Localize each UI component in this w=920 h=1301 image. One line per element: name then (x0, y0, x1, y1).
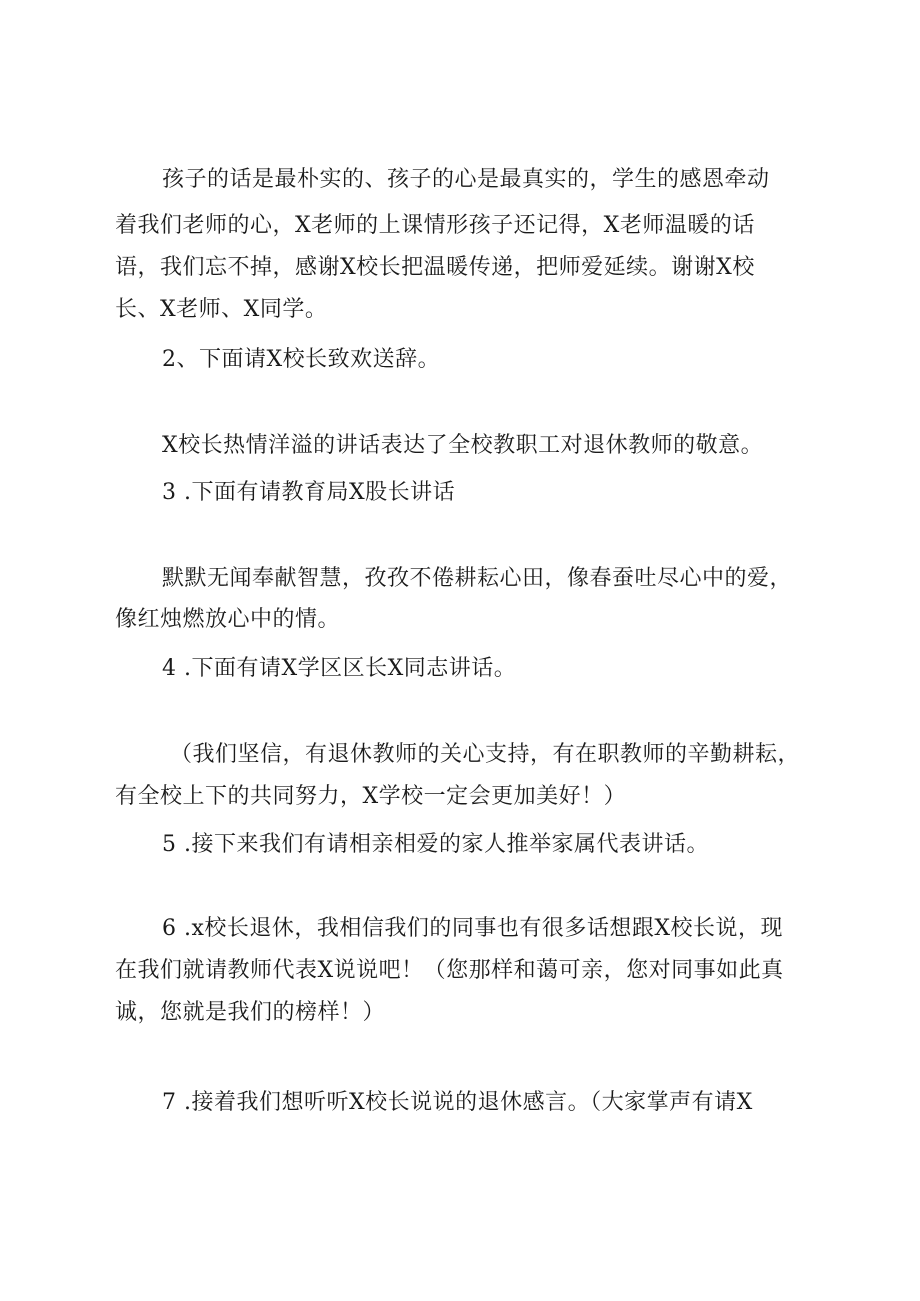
paragraph-1-line-2: 着我们老师的心，X老师的上课情形孩子还记得，X老师温暖的话 (115, 213, 755, 238)
item-2-text: 2、下面请X校长致欢送辞。 (162, 347, 441, 372)
paragraph-2-line-1: X校长热情洋溢的讲话表达了全校教职工对退休教师的敬意。 (162, 433, 764, 458)
paragraph-3-line-2: 像红烛燃放心中的情。 (115, 607, 341, 632)
paragraph-4-line-2: 有全校上下的共同努力，X学校一定会更加美好！） (115, 784, 627, 809)
paragraph-1-line-4: 长、X老师、X同学。 (115, 297, 328, 322)
item-6-line-2: 在我们就请教师代表X说说吧！（您那样和蔼可亲，您对同事如此真 (115, 958, 784, 983)
item-5-text: 5 .接下来我们有请相亲相爱的家人推举家属代表讲话。 (162, 832, 709, 857)
paragraph-1-line-3: 语，我们忘不掉，感谢X校长把温暖传递，把师爱延续。谢谢X校 (115, 255, 755, 280)
paragraph-3-line-1: 默默无闻奉献智慧，孜孜不倦耕耘心田，像春蚕吐尽心中的爱， (162, 566, 793, 591)
item-4-text: 4 .下面有请X学区区长X同志讲话。 (162, 656, 517, 681)
item-6-line-3: 诚，您就是我们的榜样！） (115, 1000, 386, 1025)
item-3-text: 3 .下面有请教育局X股长讲话 (162, 480, 456, 505)
paragraph-4-line-1: （我们坚信，有退休教师的关心支持，有在职教师的辛勤耕耘， (170, 742, 801, 767)
item-7-line-1: 7 .接着我们想听听X校长说说的退休感言。（大家掌声有请X (162, 1090, 753, 1115)
item-6-line-1: 6 .x校长退休，我相信我们的同事也有很多话想跟X校长说，现 (162, 916, 784, 941)
paragraph-1-line-1: 孩子的话是最朴实的、孩子的心是最真实的，学生的感恩牵动 (162, 167, 770, 192)
